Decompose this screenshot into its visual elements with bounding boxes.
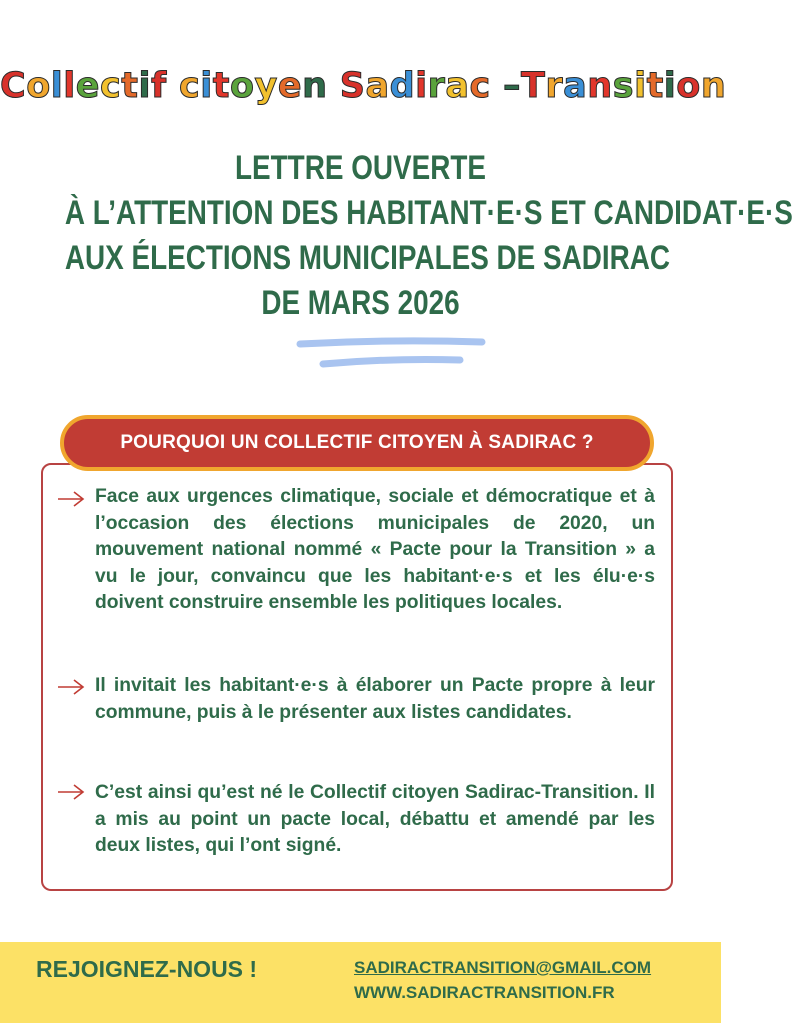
list-item: Face aux urgences climatique, sociale et démocratique et à l’occasion des élections municipales de 2020, un mouvement national nommé « Pacte pour la Transition » a vu le jour, convaincu que les habitant·e·s et les élu·e·s doivent construire ensemble les politiques locales.	[95, 486, 655, 613]
website-link[interactable]: WWW.SADIRACTRANSITION.FR	[354, 983, 615, 1002]
join-heading: REJOIGNEZ-NOUS !	[36, 956, 258, 982]
title-line: À L’ATTENTION DES HABITANT·E·S ET CANDIDAT·E·S	[64, 194, 793, 232]
title-line: LETTRE OUVERTE	[235, 149, 486, 187]
email-link[interactable]: SADIRACTRANSITION@GMAIL.COM	[354, 958, 652, 977]
arrow-icon	[56, 677, 86, 697]
arrow-icon	[56, 782, 86, 802]
page-title	[0, 146, 793, 326]
section-title: POURQUOI UN COLLECTIF CITOYEN À SADIRAC ?	[60, 415, 654, 471]
title-underline-decoration	[290, 334, 490, 374]
arrow-icon	[56, 489, 86, 509]
list-item: Il invitait les habitant·e·s à élaborer un Pacte propre à leur commune, puis à le présenter aux listes candidates.	[95, 675, 655, 723]
logo: Collectif citoyen Sadirac –Transition	[0, 66, 727, 106]
list-item: C’est ainsi qu’est né le Collectif citoyen Sadirac-Transition. Il a mis au point un pacte local, débattu et amendé par les deux listes, qui l’ont signé.	[95, 782, 655, 856]
title-line: AUX ÉLECTIONS MUNICIPALES DE SADIRAC	[64, 239, 671, 277]
title-line: DE MARS 2026	[261, 284, 460, 322]
